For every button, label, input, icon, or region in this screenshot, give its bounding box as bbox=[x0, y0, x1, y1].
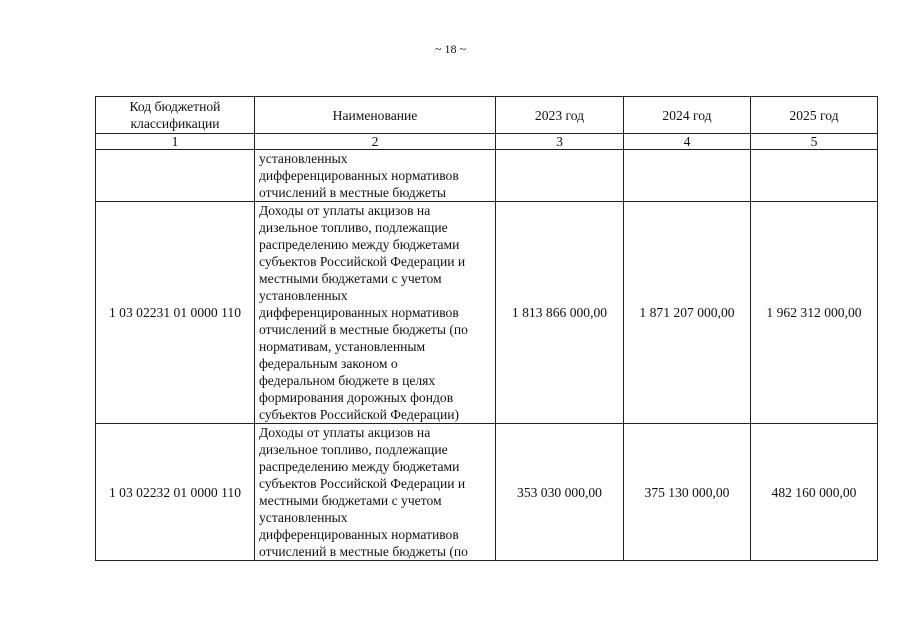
row-code: 1 03 02231 01 0000 110 bbox=[96, 202, 255, 424]
column-number: 5 bbox=[751, 134, 878, 150]
table-header-row bbox=[96, 97, 878, 134]
table-row bbox=[96, 150, 878, 202]
column-number: 1 bbox=[96, 134, 255, 150]
row-name-line: местными бюджетами с учетом bbox=[259, 271, 442, 286]
row-name-line: установленных bbox=[259, 288, 348, 303]
header-name: Наименование bbox=[255, 97, 496, 134]
row-name-line: Доходы от уплаты акцизов на bbox=[259, 203, 431, 218]
row-name-line: федеральным законом о bbox=[259, 356, 398, 371]
row-name bbox=[255, 202, 496, 424]
row-name bbox=[255, 150, 496, 202]
header-2024: 2024 год bbox=[624, 97, 751, 134]
row-name-line: формирования дорожных фондов bbox=[259, 390, 454, 405]
row-code: 1 03 02232 01 0000 110 bbox=[96, 424, 255, 561]
row-name-line: отчислений в местные бюджеты bbox=[259, 185, 446, 200]
row-name-line: установленных bbox=[259, 510, 348, 525]
row-2024-value: 1 871 207 000,00 bbox=[624, 202, 751, 424]
row-2023-value: 353 030 000,00 bbox=[496, 424, 624, 561]
row-name-line: распределению между бюджетами bbox=[259, 237, 460, 252]
row-name-line: отчислений в местные бюджеты (по bbox=[259, 322, 468, 337]
column-number: 3 bbox=[496, 134, 624, 150]
table-row bbox=[96, 202, 878, 424]
row-name-line: субъектов Российской Федерации) bbox=[259, 407, 460, 422]
row-name-line: дифференцированных нормативов bbox=[259, 168, 459, 183]
header-code: Код бюджетной классификации bbox=[96, 97, 255, 134]
row-code bbox=[96, 150, 255, 202]
row-2025-value bbox=[751, 150, 878, 202]
column-number-row bbox=[96, 134, 878, 150]
row-name-line: отчислений в местные бюджеты (по bbox=[259, 544, 468, 559]
row-2024-value bbox=[624, 150, 751, 202]
row-name-line: дифференцированных нормативов bbox=[259, 305, 459, 320]
row-2025-value: 1 962 312 000,00 bbox=[751, 202, 878, 424]
column-number: 4 bbox=[624, 134, 751, 150]
budget-table bbox=[95, 96, 878, 561]
row-name-line: установленных bbox=[259, 151, 348, 166]
column-number: 2 bbox=[255, 134, 496, 150]
row-name-line: дизельное топливо, подлежащие bbox=[259, 442, 448, 457]
header-2023: 2023 год bbox=[496, 97, 624, 134]
row-2024-value: 375 130 000,00 bbox=[624, 424, 751, 561]
row-name-line: дизельное топливо, подлежащие bbox=[259, 220, 448, 235]
table-row bbox=[96, 424, 878, 561]
row-name-line: федеральном бюджете в целях bbox=[259, 373, 436, 388]
row-2025-value: 482 160 000,00 bbox=[751, 424, 878, 561]
row-name-line: субъектов Российской Федерации и bbox=[259, 254, 466, 269]
header-2025: 2025 год bbox=[751, 97, 878, 134]
row-name-line: субъектов Российской Федерации и bbox=[259, 476, 466, 491]
row-2023-value: 1 813 866 000,00 bbox=[496, 202, 624, 424]
row-2023-value bbox=[496, 150, 624, 202]
row-name-line: местными бюджетами с учетом bbox=[259, 493, 442, 508]
row-name-line: дифференцированных нормативов bbox=[259, 527, 459, 542]
row-name-line: Доходы от уплаты акцизов на bbox=[259, 425, 431, 440]
row-name bbox=[255, 424, 496, 561]
row-name-line: распределению между бюджетами bbox=[259, 459, 460, 474]
row-name-line: нормативам, установленным bbox=[259, 339, 426, 354]
page-number: ~ 18 ~ bbox=[435, 42, 466, 56]
